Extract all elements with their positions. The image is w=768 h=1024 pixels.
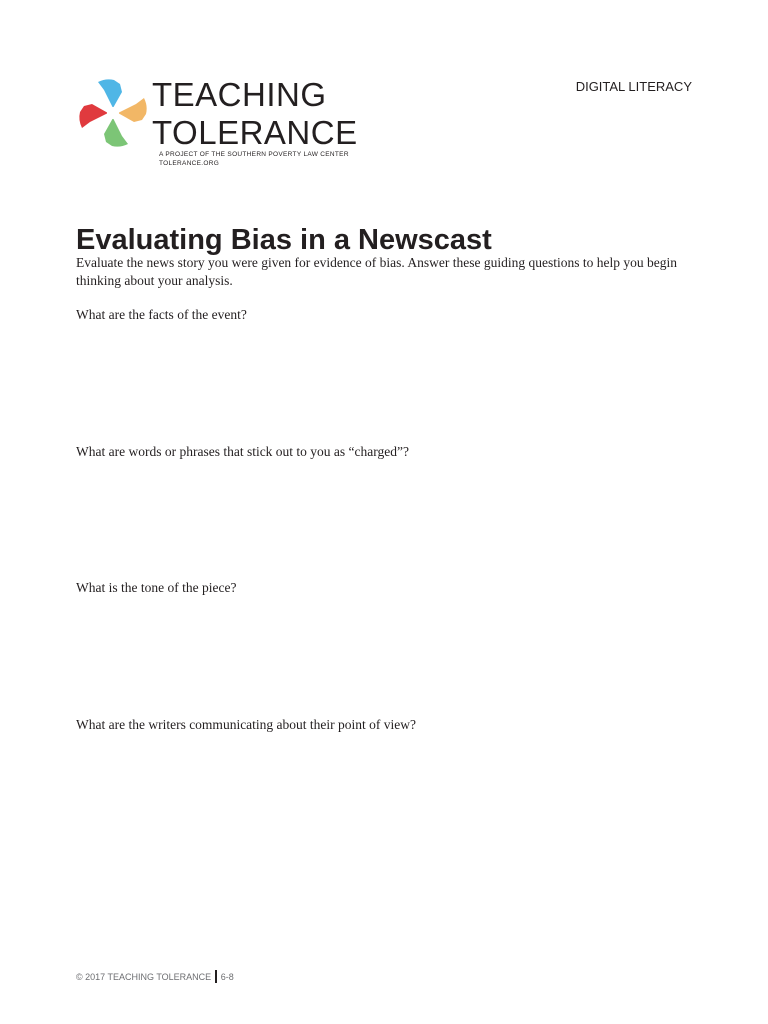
- page-title: Evaluating Bias in a Newscast: [76, 224, 492, 256]
- hands-logo-icon: [76, 76, 150, 150]
- footer-divider: [215, 970, 217, 983]
- logo-wordmark: [152, 76, 358, 152]
- question-1: What are the facts of the event?: [76, 307, 247, 322]
- teaching-tolerance-logo: [76, 76, 356, 172]
- question-4: What are the writers communicating about their point of view?: [76, 717, 417, 732]
- logo-wordmark-line1: TEACHING: [152, 76, 327, 113]
- intro-text: Evaluate the news story you were given for evidence of bias. Answer these guiding questions to help you begin thinking about your analysis.: [76, 255, 677, 288]
- question-2: What are words or phrases that stick out to you as “charged”?: [76, 444, 410, 459]
- logo-subtitle-line1: A PROJECT OF THE SOUTHERN POVERTY LAW CENTER: [159, 151, 349, 158]
- logo-subtitle: [159, 150, 349, 168]
- logo-wordmark-line2: TOLERANCE: [152, 114, 358, 151]
- category-label: DIGITAL LITERACY: [575, 79, 692, 94]
- footer-grade: 6-8: [220, 972, 234, 982]
- page-footer: [76, 970, 234, 983]
- logo-subtitle-line2: TOLERANCE.ORG: [159, 160, 220, 167]
- question-3: What is the tone of the piece?: [76, 580, 237, 595]
- footer-copyright: © 2017 TEACHING TOLERANCE: [76, 972, 212, 982]
